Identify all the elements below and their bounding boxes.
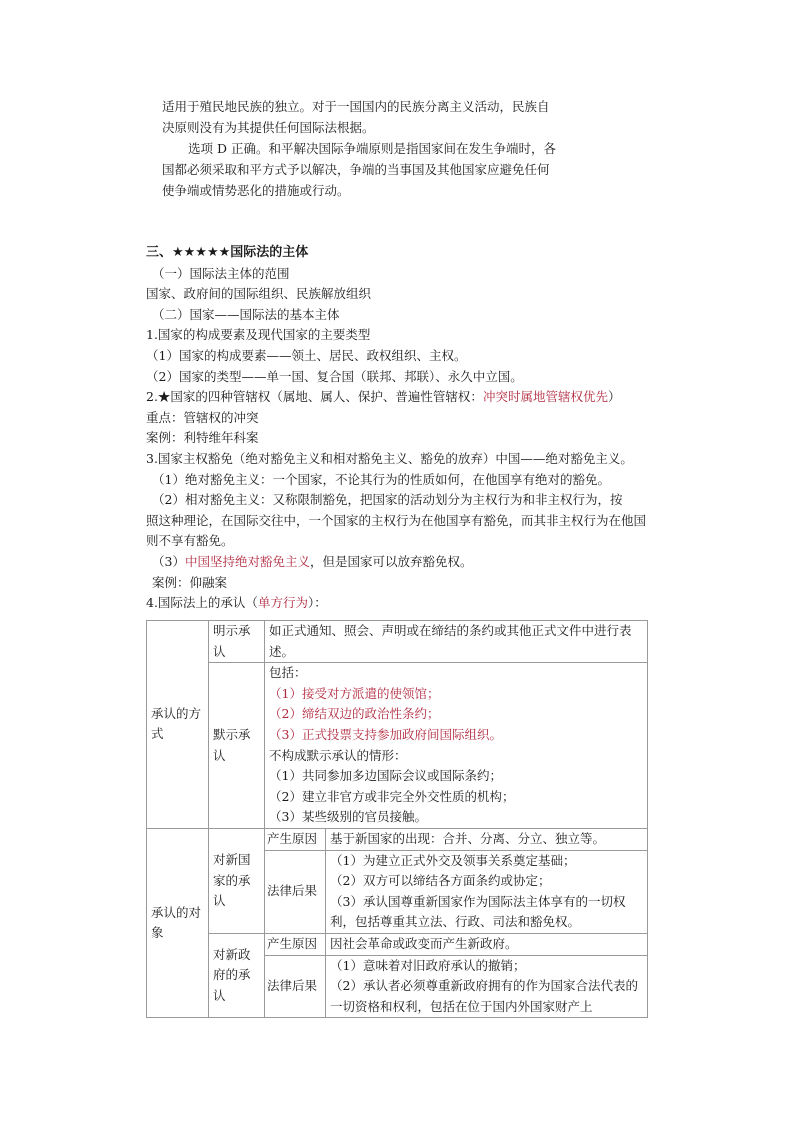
section-heading: 三、★★★★★国际法的主体 <box>146 245 309 260</box>
item3-a: （1）绝对豁免主义：一个国家，不论其行为的性质如何，在他国享有绝对的豁免。 <box>152 471 610 487</box>
focus-note: 重点：管辖权的冲突 <box>146 409 259 425</box>
item3-b3: 则不享有豁免。 <box>146 533 234 549</box>
new-gov-effect-2: （2）承认者必须尊重新政府拥有的作为国家合法代表的一切资格和权利，包括在位于国内外国家财产上 <box>330 978 638 1014</box>
item4-highlight: 单方行为 <box>257 595 308 611</box>
explicit-label: 明示承认 <box>213 623 251 659</box>
item4 <box>146 593 666 614</box>
effect-label: 法律后果 <box>267 978 318 994</box>
intro-text <box>162 96 602 201</box>
new-gov-detail-cell <box>265 933 648 1017</box>
table-row <box>147 621 648 663</box>
new-gov-label-cell <box>209 933 265 1017</box>
intro-para2-line1: 选项 D 正确。和平解决国际争端原则是指国家间在发生争端时，各 <box>188 141 556 156</box>
new-gov-cause-label-cell <box>265 934 326 955</box>
item4-suffix: ）： <box>307 595 327 611</box>
item2-prefix: 2.★国家的四种管辖权（属地、属人、保护、普遍性管辖权： <box>146 389 483 405</box>
intro-para1-line1: 适用于殖民地民族的独立。对于一国国内的民族分离主义活动，民族自 <box>162 99 550 114</box>
item1-b: （2）国家的类型——单一国、复合国（联邦、邦联）、永久中立国。 <box>146 368 523 384</box>
implicit-red-1: （1）接受对方派遣的使领馆； <box>269 685 440 701</box>
new-state-detail-cell <box>265 828 648 933</box>
implicit-red-3: （3）正式投票支持参加政府间国际组织。 <box>269 726 502 742</box>
effect-label: 法律后果 <box>267 883 318 899</box>
explicit-text: 如正式通知、照会、声明或在缔结的条约或其他正式文件中进行表述。 <box>269 623 632 659</box>
case2: 案例：仰融案 <box>152 574 228 590</box>
new-state-effect-label-cell <box>265 850 326 933</box>
item1: 1.国家的构成要素及现代国家的主要类型 <box>146 327 371 343</box>
new-gov-detail-table <box>265 934 647 1017</box>
item3: 3.国家主权豁免（绝对豁免主义和相对豁免主义、豁免的放弃）中国——绝对豁免主义。 <box>146 450 633 466</box>
new-state-cause: 基于新国家的出现：合并、分离、分立、独立等。 <box>330 830 606 846</box>
object-label-cell <box>147 828 209 1017</box>
implicit-not-2: （2）建立非官方或非完全外交性质的机构； <box>269 788 515 804</box>
new-gov-effect-label-cell <box>265 955 326 1017</box>
new-gov-cause: 因社会革命或政变而产生新政府。 <box>330 935 518 951</box>
intro-para2-line2: 国都必须采取和平方式予以解决，争端的当事国及其他国家应避免任何 <box>162 162 550 177</box>
table-row <box>265 934 647 955</box>
cause-label: 产生原因 <box>267 935 318 951</box>
table-row <box>147 828 648 933</box>
explicit-label-cell <box>209 621 265 663</box>
sub1-heading: （一）国际法主体的范围 <box>152 265 290 281</box>
table-row <box>265 829 647 850</box>
implicit-label-cell <box>209 663 265 829</box>
item1-a: （1）国家的构成要素——领土、居民、政权组织、主权。 <box>146 347 467 363</box>
implicit-label: 默示承认 <box>213 726 251 763</box>
sub1-body: 国家、政府间的国际组织、民族解放组织 <box>146 286 372 302</box>
new-state-cause-cell <box>326 829 648 850</box>
item3-c <box>146 552 666 573</box>
table-row <box>147 663 648 829</box>
case1: 案例：利特维年科案 <box>146 430 259 446</box>
recognition-table <box>146 620 648 1018</box>
new-gov-label: 对新政府的承认 <box>213 946 251 1003</box>
new-state-effect-3: （3）承认国尊重新国家作为国际法主体享有的一切权利，包括尊重其立法、行政、司法和豁免权。 <box>330 893 626 930</box>
implicit-red-2: （2）缔结双边的政治性条约； <box>269 706 440 722</box>
item3-b2: 照这种理论，在国际交往中，一个国家的主权行为在他国享有豁免，而其非主权行为在他国 <box>146 512 647 528</box>
new-state-effect-1: （1）为建立正式外交及领事关系奠定基础； <box>330 852 576 868</box>
sub2-heading: （二）国家——国际法的基本主体 <box>152 306 340 322</box>
item4-prefix: 4.国际法上的承认（ <box>146 595 258 611</box>
section-body <box>146 243 666 614</box>
table-row <box>147 933 648 1017</box>
new-gov-effect-cell <box>326 955 648 1017</box>
item2-suffix: ） <box>607 389 621 405</box>
new-gov-cause-cell <box>326 934 648 955</box>
item3-b1: （2）相对豁免主义：又称限制豁免，把国家的活动划分为主权行为和非主权行为，按 <box>152 492 623 508</box>
intro-para1-line2: 决原则没有为其提供任何国际法根据。 <box>162 120 375 135</box>
implicit-not-1: （1）共同参加多边国际会议或国际条约； <box>269 768 502 784</box>
method-label: 承认的方式 <box>151 705 202 742</box>
method-label-cell <box>147 621 209 829</box>
new-state-label-cell <box>209 828 265 933</box>
item2 <box>146 387 666 408</box>
implicit-not: 不构成默示承认的情形： <box>269 747 407 763</box>
cause-label: 产生原因 <box>267 830 318 846</box>
intro-para2-line3: 使争端或情势恶化的措施或行动。 <box>162 183 350 198</box>
object-label: 承认的对象 <box>151 904 202 941</box>
new-state-cause-label-cell <box>265 829 326 850</box>
item3-c-suffix: ，但是国家可以放弃豁免权。 <box>309 553 473 569</box>
item3-c-highlight: 中国坚持绝对豁免主义 <box>184 553 310 569</box>
implicit-not-3: （3）某些级别的官员接触。 <box>269 809 427 825</box>
new-state-effect-cell <box>326 850 648 933</box>
item2-highlight: 冲突时属地管辖权优先 <box>482 389 608 405</box>
implicit-include: 包括： <box>269 665 307 681</box>
explicit-text-cell <box>265 621 648 663</box>
table-row <box>265 955 647 1017</box>
new-state-detail-table <box>265 829 647 933</box>
new-state-effect-2: （2）双方可以缔结各方面条约或协定； <box>330 873 551 889</box>
item3-c-prefix: （3） <box>152 553 185 569</box>
table-row <box>265 850 647 933</box>
new-gov-effect-1: （1）意味着对旧政府承认的撤销； <box>330 957 526 973</box>
new-state-label: 对新国家的承认 <box>213 852 251 909</box>
implicit-text-cell <box>265 663 648 829</box>
